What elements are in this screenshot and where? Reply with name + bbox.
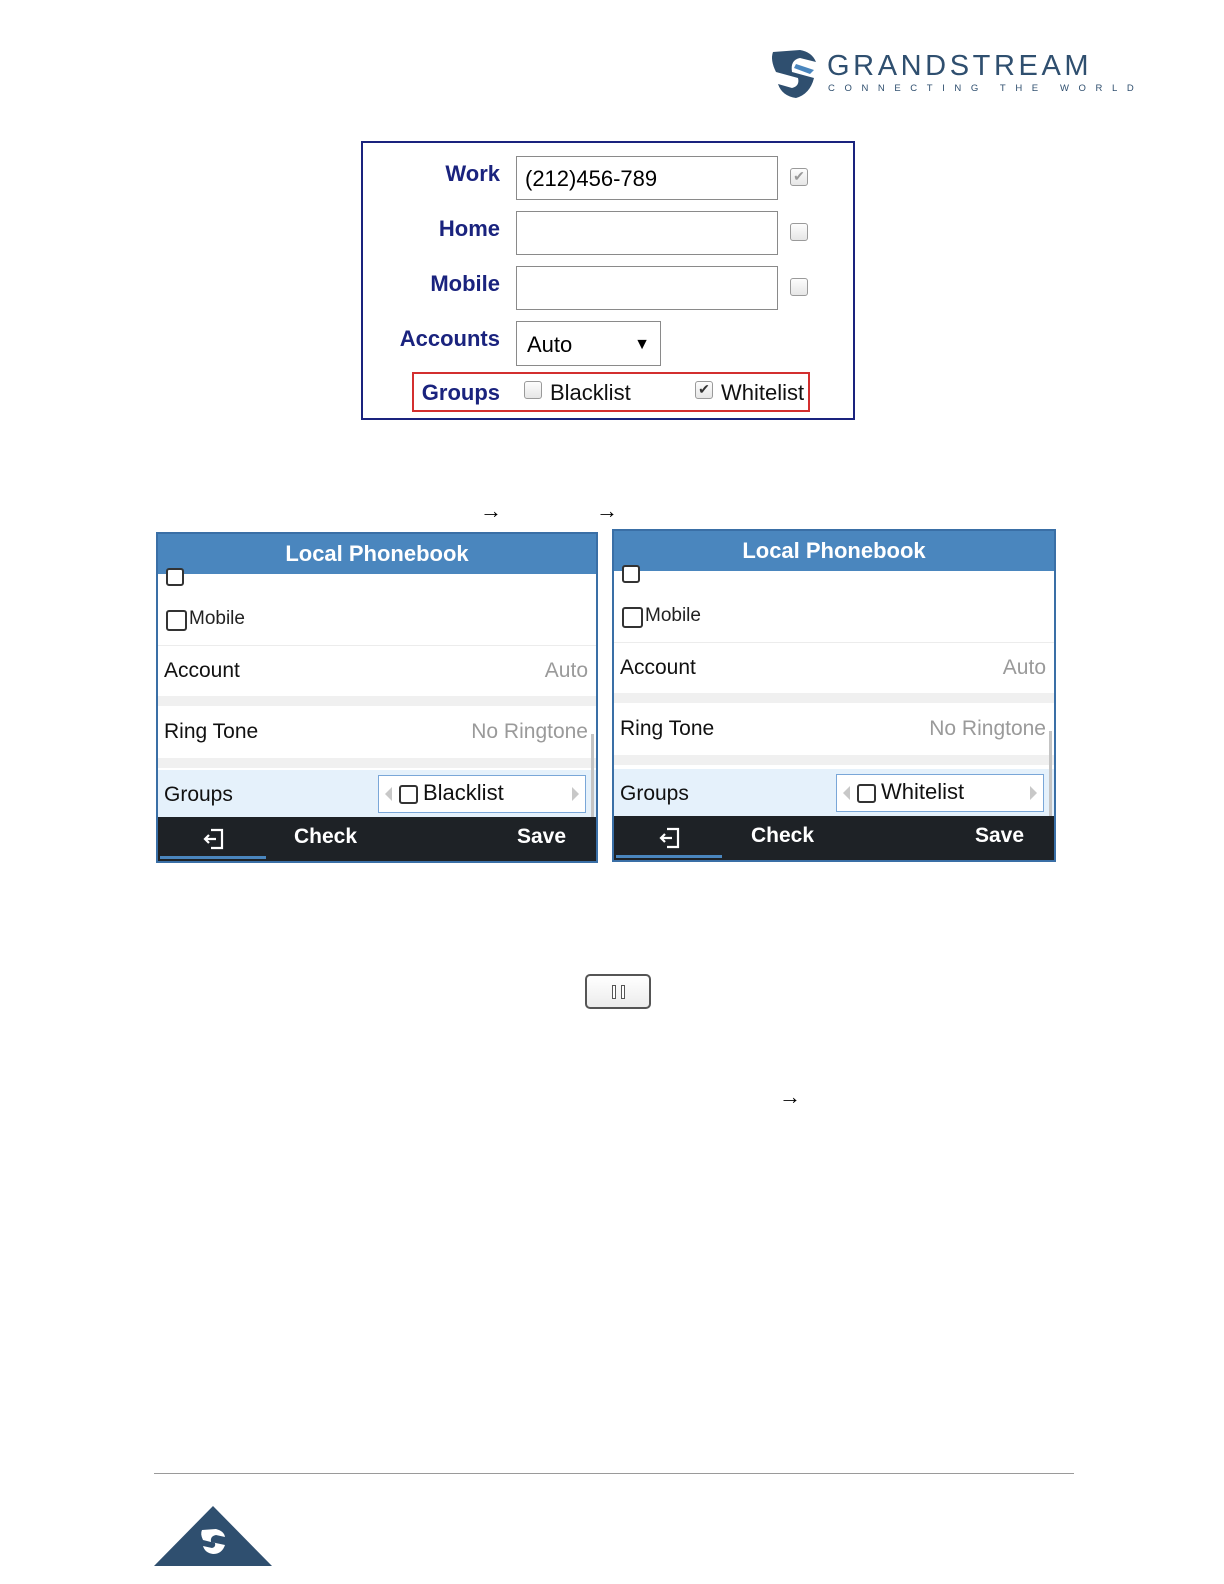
accounts-select-value: Auto <box>527 332 573 357</box>
groups-row[interactable] <box>614 769 1054 819</box>
work-checkbox[interactable]: ✔ <box>790 168 808 186</box>
groups-row[interactable] <box>158 770 596 820</box>
scrollbar[interactable] <box>1049 731 1052 819</box>
groups-label: Groups <box>421 380 500 405</box>
groups-label: Groups <box>620 782 689 805</box>
group-checkbox[interactable] <box>399 785 418 804</box>
accounts-select[interactable] <box>516 321 661 366</box>
ringtone-label: Ring Tone <box>164 720 259 743</box>
key-bar <box>621 985 625 999</box>
whitelist-checkbox[interactable]: ✔ <box>695 381 713 399</box>
ringtone-row[interactable] <box>158 706 596 758</box>
groups-label: Groups <box>164 783 233 806</box>
mobile-row[interactable] <box>158 592 596 646</box>
account-label: Account <box>620 656 696 679</box>
brand-tagline: CONNECTING THE WORLD <box>828 83 1144 94</box>
back-icon[interactable] <box>658 826 682 850</box>
row-divider <box>614 693 1054 703</box>
whitelist-label: Whitelist <box>721 380 805 405</box>
footer-divider <box>154 1473 1074 1474</box>
groups-selector[interactable] <box>378 775 586 813</box>
arrow-right-icon: → <box>779 1084 801 1109</box>
account-label: Account <box>164 659 240 682</box>
ringtone-value: No Ringtone <box>471 720 588 743</box>
save-softkey[interactable]: Save <box>974 824 1024 847</box>
ringtone-value: No Ringtone <box>929 717 1046 740</box>
blacklist-label: Blacklist <box>550 380 631 405</box>
phone-screen-blacklist <box>156 532 598 863</box>
check-softkey[interactable]: Check <box>294 825 358 848</box>
groups-value: Whitelist <box>881 779 965 804</box>
right-arrow-icon[interactable] <box>1030 786 1037 800</box>
row-divider <box>158 696 596 706</box>
home-number-input[interactable] <box>516 211 778 255</box>
softkey-bar <box>158 817 596 861</box>
home-checkbox[interactable] <box>166 568 184 586</box>
home-label: Home <box>438 216 500 241</box>
account-row[interactable] <box>614 643 1054 693</box>
footer-logo-icon <box>198 1526 228 1556</box>
mobile-label: Mobile <box>645 605 701 626</box>
home-checkbox[interactable] <box>622 565 640 583</box>
mobile-label: Mobile <box>189 608 245 629</box>
blacklist-checkbox[interactable] <box>524 381 542 399</box>
group-checkbox[interactable] <box>857 784 876 803</box>
work-label: Work <box>445 161 500 186</box>
key-bar <box>612 985 616 999</box>
row-divider <box>158 758 596 768</box>
mobile-checkbox[interactable] <box>790 278 808 296</box>
web-contact-form <box>361 141 855 420</box>
screen-title: Local Phonebook <box>158 534 596 574</box>
accounts-label: Accounts <box>399 326 500 351</box>
arrow-right-icon: → <box>596 498 618 523</box>
left-arrow-icon[interactable] <box>843 786 850 800</box>
phone-screen-whitelist <box>612 529 1056 862</box>
arrow-right-icon: → <box>480 498 502 523</box>
mobile-checkbox[interactable] <box>166 610 187 631</box>
check-softkey[interactable]: Check <box>751 824 815 847</box>
phonebook-key-icon <box>585 974 651 1009</box>
softkey-bar <box>614 816 1054 860</box>
scrollbar[interactable] <box>591 734 594 820</box>
screen-title: Local Phonebook <box>614 531 1054 571</box>
left-arrow-icon[interactable] <box>385 787 392 801</box>
right-arrow-icon[interactable] <box>572 787 579 801</box>
row-divider <box>614 755 1054 765</box>
ringtone-label: Ring Tone <box>620 717 715 740</box>
save-softkey[interactable]: Save <box>516 825 566 848</box>
account-value: Auto <box>544 659 588 682</box>
grandstream-logo-icon <box>770 48 820 100</box>
mobile-checkbox[interactable] <box>622 607 643 628</box>
brand-name: GRANDSTREAM <box>827 50 1093 82</box>
home-row-partial <box>158 574 596 592</box>
account-row[interactable] <box>158 646 596 696</box>
focus-underline <box>160 856 266 859</box>
groups-selector[interactable] <box>836 774 1044 812</box>
home-checkbox[interactable] <box>790 223 808 241</box>
account-value: Auto <box>1002 656 1046 679</box>
grandstream-logo <box>770 48 1144 100</box>
mobile-number-input[interactable] <box>516 266 778 310</box>
home-row-partial <box>614 571 1054 589</box>
groups-value: Blacklist <box>423 780 504 805</box>
mobile-label: Mobile <box>430 271 500 296</box>
back-icon[interactable] <box>202 827 226 851</box>
mobile-row[interactable] <box>614 589 1054 643</box>
ringtone-row[interactable] <box>614 703 1054 755</box>
focus-underline <box>616 855 722 858</box>
work-number-input[interactable]: (212)456-789 <box>516 156 778 200</box>
dropdown-arrow-icon: ▼ <box>634 336 650 353</box>
